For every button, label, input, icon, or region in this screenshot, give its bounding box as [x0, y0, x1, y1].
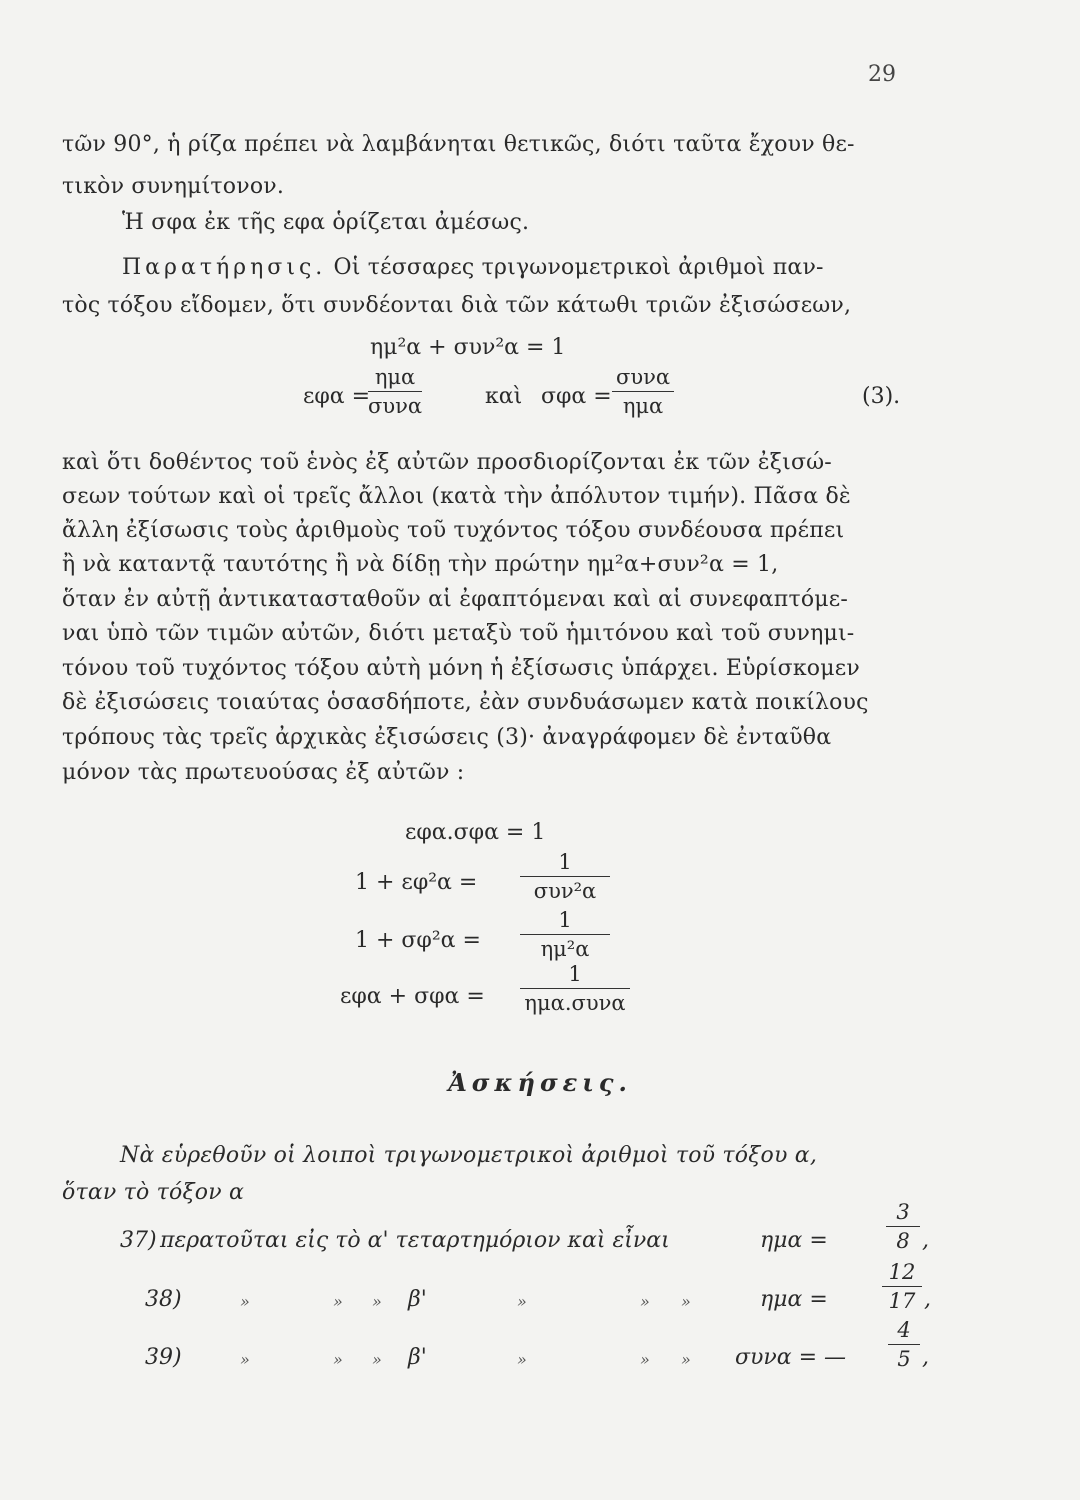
ditto-mark: » [240, 1292, 250, 1311]
exercise-37-function: ημα = [760, 1228, 828, 1253]
remark-line1-text: Οἱ τέσσαρες τριγωνομετρικοὶ ἀριθμοὶ παν- [333, 255, 824, 280]
exercise-38-number: 38) [145, 1287, 182, 1312]
formula3-fraction: $\frac{1}{\text{ημ²α}}$ [520, 908, 610, 961]
exercise-39-number: 39) [145, 1345, 182, 1370]
exercise-38-function: ημα = [760, 1287, 828, 1312]
ditto-mark: » [517, 1292, 527, 1311]
exercise-intro-line1: Νὰ εὑρεθοῦν οἱ λοιποὶ τριγωνομετρικοὶ ἀριθμοὶ τοῦ τόξου α, [120, 1143, 818, 1168]
exercise-38-end: , [924, 1287, 931, 1312]
exercise-38-fraction: $\frac{12}{17}$ [882, 1260, 922, 1313]
ditto-mark: » [333, 1292, 343, 1311]
formula4-left: εφα + σφα = [340, 984, 485, 1009]
ditto-mark: » [681, 1350, 691, 1369]
exercises-heading: Ἀσκήσεις. [448, 1068, 632, 1097]
ditto-mark: » [517, 1350, 527, 1369]
remark-label: Παρατήρησις. [122, 255, 327, 280]
para4-line4: ἢ νὰ καταντᾷ ταυτότης ἢ νὰ δίδῃ τὴν πρώτην ημ²α+συν²α = 1, [62, 552, 779, 577]
formula2-fraction: 1 συν²α [520, 850, 610, 903]
exercise-39-quadrant: β' [408, 1345, 427, 1370]
ditto-mark: » [240, 1350, 250, 1369]
remark-line2: τὸς τόξου εἴδομεν, ὅτι συνδέονται διὰ τῶν κάτωθι τριῶν ἐξισώσεων, [62, 293, 852, 318]
ditto-mark: » [333, 1350, 343, 1369]
equation-label: (3). [862, 384, 901, 409]
exercise-37-number: 37) [120, 1228, 157, 1253]
ditto-mark: » [372, 1350, 382, 1369]
formula-efa-sfa: εφα.σφα = 1 [405, 820, 546, 845]
para4-line1: καὶ ὅτι δοθέντος τοῦ ἑνὸς ἐξ αὐτῶν προσδιορίζονται ἐκ τῶν ἐξισώ- [62, 450, 832, 475]
para4-line10: μόνον τὰς πρωτευούσας ἐξ αὐτῶν : [62, 760, 465, 785]
efa-left: εφα = [303, 384, 371, 409]
exercise-39-end: , [922, 1345, 929, 1370]
exercise-37-end: , [922, 1228, 929, 1253]
exercise-39-function: συνα = — [735, 1345, 847, 1370]
para4-line3: ἄλλη ἐξίσωσις τοὺς ἀριθμοὺς τοῦ τυχόντος τόξου συνδέουσα πρέπει [62, 518, 845, 543]
remark-line1 [122, 255, 932, 280]
ditto-mark: » [681, 1292, 691, 1311]
formula4-fraction: 1 ημα.συνα [520, 962, 630, 1015]
ditto-mark: » [640, 1292, 650, 1311]
sfa-fraction: συνα ημα [612, 365, 674, 418]
and-word: καὶ [485, 384, 523, 409]
para4-line9: τρόπους τὰς τρεῖς ἀρχικὰς ἐξισώσεις (3)· ἀναγράφομεν δὲ ἐνταῦθα [62, 725, 832, 750]
exercise-38-quadrant: β' [408, 1287, 427, 1312]
exercise-intro-line2: ὅταν τὸ τόξον α [62, 1180, 245, 1205]
para4-line6: ναι ὑπὸ τῶν τιμῶν αὐτῶν, διότι μεταξὺ τοῦ ἡμιτόνου καὶ τοῦ συνημι- [62, 621, 855, 646]
para4-line2: σεων τούτων καὶ οἱ τρεῖς ἄλλοι (κατὰ τὴν ἀπόλυτον τιμήν). Πᾶσα δὲ [62, 484, 851, 509]
identity-formula: ημ²α + συν²α = 1 [370, 335, 566, 360]
formula2-left: 1 + εφ²α = [355, 870, 478, 895]
exercise-37-fraction: $\frac{3}{8}$ [886, 1200, 920, 1253]
sfa-left: σφα = [541, 384, 612, 409]
para1-line2: τικὸν συνημίτονον. [62, 174, 285, 199]
exercise-37-text: περατοῦται εἰς τὸ α' τεταρτημόριον καὶ εἶναι [160, 1228, 670, 1253]
ditto-mark: » [640, 1350, 650, 1369]
para4-line5: ὅταν ἐν αὐτῇ ἀντικατασταθοῦν αἱ ἐφαπτόμεναι καὶ αἱ συνεφαπτόμε- [62, 587, 849, 612]
para4-line7: τόνου τοῦ τυχόντος τόξου αὐτὴ μόνη ἡ ἐξίσωσις ὑπάρχει. Εὑρίσκομεν [62, 656, 860, 681]
ditto-mark: » [372, 1292, 382, 1311]
formula3-left: 1 + σφ²α = [355, 928, 481, 953]
para2: Ἡ σφα ἐκ τῆς εφα ὁρίζεται ἀμέσως. [122, 210, 530, 235]
exercise-39-fraction: $\frac{4}{5}$ [888, 1318, 920, 1371]
efa-fraction: ημα συνα [368, 365, 423, 418]
para1-line1: τῶν 90°, ἡ ρίζα πρέπει νὰ λαμβάνηται θετικῶς, διότι ταῦτα ἔχουν θε- [62, 132, 855, 157]
page-number: 29 [868, 62, 896, 87]
para4-line8: δὲ ἐξισώσεις τοιαύτας ὁσασδήποτε, ἐὰν συνδυάσωμεν κατὰ ποικίλους [62, 690, 869, 715]
